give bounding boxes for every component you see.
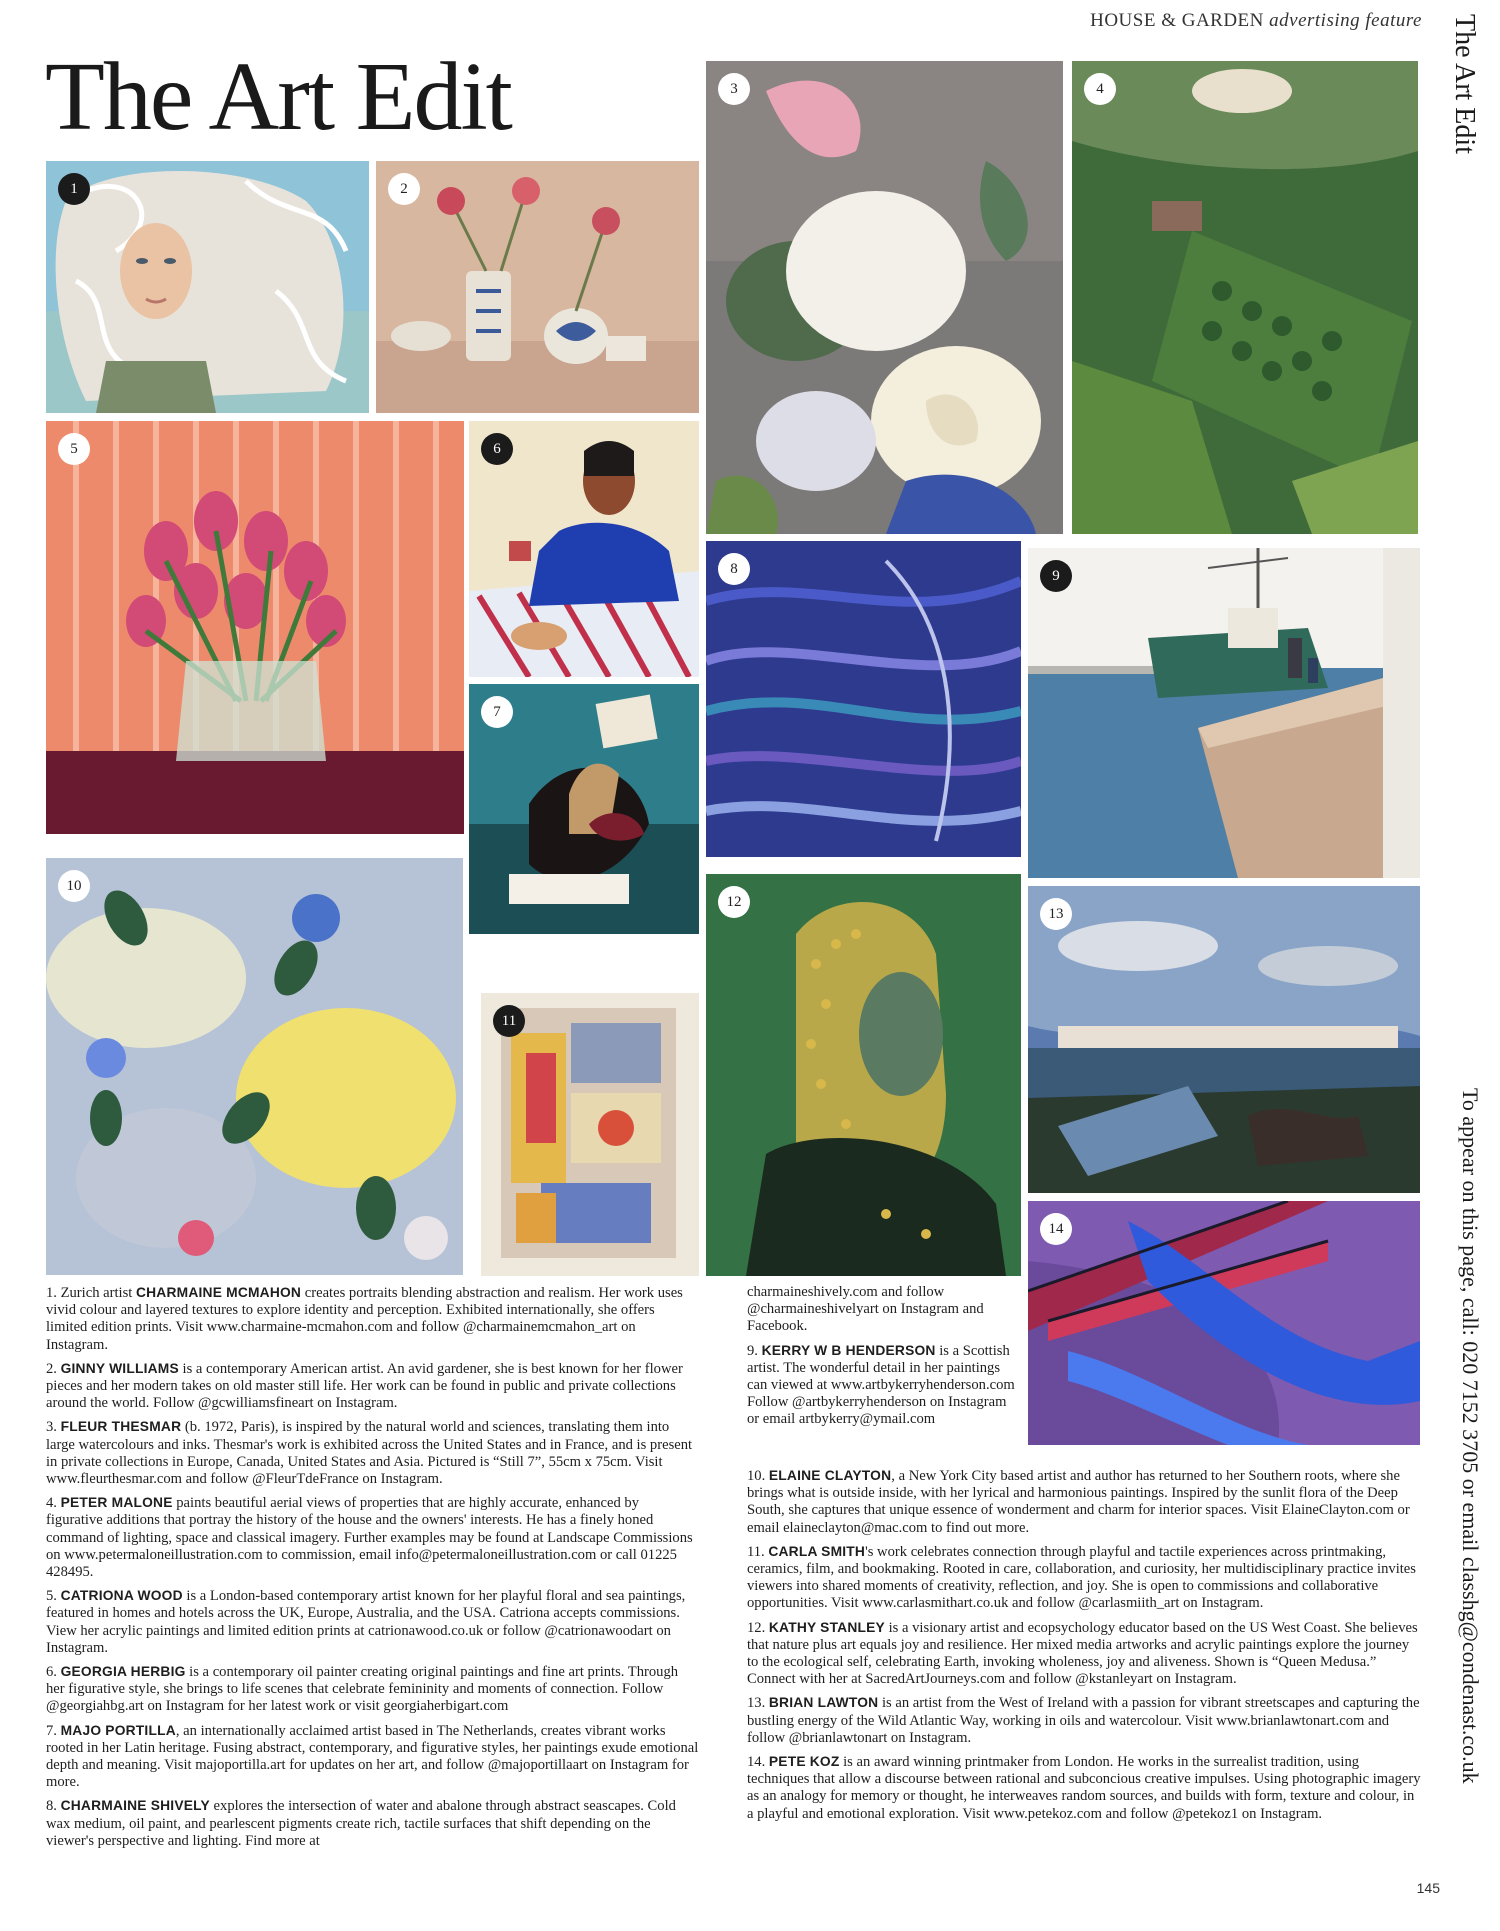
- text-column-left: [46, 1284, 699, 1856]
- floral-watercolour-icon: [706, 61, 1063, 534]
- artwork-10: [46, 858, 463, 1275]
- entry-5: 5. CATRIONA WOOD is a London-based contemporary artist known for her playful floral and sea paintings, featured in homes and hotels across the UK, Europe, Australia, and the USA. Catriona accepts commissions. View her acrylic paintings and limited edition prints at catrionawood.co.uk or follow @catrionawoodart on Instagram.: [46, 1588, 686, 1656]
- entry-10: 10. ELAINE CLAYTON, a New York City based artist and author has returned to her Southern roots, where she brings what is outside inside, with her lyrical and harmonious paintings. Inspired by the sunlit flora of the Deep South, she captures that unique essence of wonderment and charm for interior spaces. Visit ElaineClayton.com or email elaineclayton@mac.com to find out more.: [747, 1468, 1410, 1536]
- entry-9: 9. KERRY W B HENDERSON is a Scottish artist. The wonderful detail in her paintings can viewed at www.artbykerryhenderson.com Follow @artbykerryhenderson on Instagram or email artbykerry@ymail.com: [747, 1342, 1015, 1428]
- artwork-6: [469, 421, 699, 677]
- artist-name: PETER MALONE: [60, 1495, 173, 1511]
- artwork-number-3: 3: [718, 73, 750, 105]
- artwork-11: [481, 993, 699, 1276]
- aerial-estate-painting-icon: [1072, 61, 1418, 534]
- artwork-number-12: 12: [718, 886, 750, 918]
- queen-medusa-painting-icon: [706, 874, 1021, 1276]
- artwork-7: [469, 684, 699, 934]
- floral-vase-painting-icon: [46, 421, 464, 834]
- surreal-print-icon: [1028, 1201, 1420, 1445]
- side-contact: To appear on this page, call: 020 7152 3705 or email classhg@condenast.co.uk: [1458, 1088, 1483, 1784]
- artwork-2: [376, 161, 699, 413]
- artist-name: KATHY STANLEY: [768, 1619, 885, 1635]
- entry-7: 7. MAJO PORTILLA, an internationally acclaimed artist based in The Netherlands, creates vibrant works rooted in her Latin heritage. Fusing abstract, contemporary, and figurative styles, her paintings exude emotional depth and meaning. Visit majoportilla.art for updates on her art, and follow @majoportillaart on Instagram for more.: [46, 1722, 699, 1791]
- artwork-9: [1028, 548, 1420, 878]
- header-tag: [1090, 10, 1422, 32]
- abstract-seascape-icon: [706, 541, 1021, 857]
- entry-12: 12. KATHY STANLEY is a visionary artist and ecopsychology educator based on the US West Coast. She believes that nature plus art equals joy and resilience. Her mixed media artworks and acrylic paintings explore the journey to the ecological self, celebrating Earth, invoking wholeness, joy and aliveness. Shown is “Queen Medusa.” Connect with her at SacredArtJourneys.com and follow @kstanleyart on Instagram.: [747, 1619, 1418, 1688]
- artwork-number-4: 4: [1084, 73, 1116, 105]
- abstract-floral-painting-icon: [46, 858, 463, 1275]
- portrait-painting-icon: [46, 161, 369, 413]
- entry-14: 14. PETE KOZ is an award winning printmaker from London. He works in the surrealist tradition, using techniques that allow a discourse between rational and subconcious creative impulses. Using photographic imagery as an analogy for memory or thought, he interweaves random sources, and builds with form, texture and colour, in a playful and emotional exploration. Visit www.petekoz.com and follow @petekoz1 on Instagram.: [747, 1754, 1421, 1822]
- artist-name: KERRY W B HENDERSON: [761, 1342, 936, 1358]
- artwork-number-8: 8: [718, 553, 750, 585]
- artwork-3: [706, 61, 1063, 534]
- artist-name: CATRIONA WOOD: [60, 1588, 183, 1604]
- artist-name: GEORGIA HERBIG: [60, 1664, 186, 1680]
- artwork-number-13: 13: [1040, 898, 1072, 930]
- artwork-4: [1072, 61, 1418, 534]
- artwork-1: [46, 161, 369, 413]
- artist-name: GINNY WILLIAMS: [60, 1360, 179, 1376]
- artwork-number-10: 10: [58, 870, 90, 902]
- artwork-14: [1028, 1201, 1420, 1445]
- entry-8: 8. CHARMAINE SHIVELY explores the intersection of water and abalone through abstract seascapes. Cold wax medium, oil paint, and pearlescent pigments create rich, tactile surfaces that shift depending on the viewer's perspective and lighting. Find more at: [46, 1798, 676, 1849]
- artwork-number-5: 5: [58, 433, 90, 465]
- artwork-number-9: 9: [1040, 560, 1072, 592]
- publication-name: HOUSE & GARDEN: [1090, 10, 1264, 31]
- artist-name: ELAINE CLAYTON: [768, 1468, 892, 1483]
- artist-name: BRIAN LAWTON: [768, 1695, 879, 1711]
- artwork-8: [706, 541, 1021, 857]
- entry-13: 13. BRIAN LAWTON is an artist from the West of Ireland with a passion for vibrant streetscapes and capturing the bustling energy of the Wild Atlantic Way, working in oils and watercolour. Visit www.brianlawtonart.com and follow @brianlawtonart on Instagram.: [747, 1695, 1420, 1746]
- artwork-12: [706, 874, 1021, 1276]
- artist-name: CHARMAINE MCMAHON: [135, 1285, 302, 1300]
- artwork-number-11: 11: [493, 1005, 525, 1037]
- artwork-5: [46, 421, 464, 834]
- artwork-number-1: 1: [58, 173, 90, 205]
- harbour-boat-painting-icon: [1028, 548, 1420, 878]
- page-number: 145: [1416, 1880, 1440, 1896]
- artist-name: MAJO PORTILLA: [60, 1722, 176, 1738]
- entry-2: 2. GINNY WILLIAMS is a contemporary American artist. An avid gardener, she is best known for her flower pieces and her modern takes on old master still life. Her work can be found in public and private collections around the world. Follow @gcwilliamsfineart on Instagram.: [46, 1360, 683, 1412]
- entry-4: 4. PETER MALONE paints beautiful aerial views of properties that are highly accurate, enhanced by figurative additions that portray the history of the house and the owners' interests. He has a finely honed command of lighting, space and classical imagery. Further examples may be found at Landscape Commissions on www.petermaloneillustration.com to commission, email info@petermaloneillustration.com or call 01225 428495.: [46, 1495, 693, 1581]
- page-title: The Art Edit: [45, 43, 511, 151]
- artist-name: CHARMAINE SHIVELY: [60, 1798, 210, 1814]
- entry-8-continued: charmaineshively.com and follow @charmaineshivelyart on Instagram and Facebook.: [747, 1284, 984, 1335]
- artwork-13: [1028, 886, 1420, 1193]
- feature-label: advertising feature: [1269, 10, 1422, 31]
- entry-3: 3. FLEUR THESMAR (b. 1972, Paris), is inspired by the natural world and sciences, translating them into large watercolours and inks. Thesmar's work is exhibited across the United States and in France, and is present in private collections in Europe, Canada, United States and Asia. Pictured is “Still 7”, 55cm x 75cm. Visit www.fleurthesmar.com and follow @FleurTdeFrance on Instagram.: [46, 1419, 693, 1488]
- side-title: The Art Edit: [1449, 14, 1480, 154]
- entry-1: 1. Zurich artist CHARMAINE MCMAHON creates portraits blending abstraction and realism. Her work uses vivid colour and layered textures to explore identity and perception. Exhibited internationally, she offers limited edition prints. Visit www.charmaine-mcmahon.com and follow @charmainemcmahon_art on Instagram.: [46, 1285, 683, 1353]
- coastal-landscape-painting-icon: [1028, 886, 1420, 1193]
- artist-name: FLEUR THESMAR: [60, 1419, 182, 1435]
- artwork-number-2: 2: [388, 173, 420, 205]
- artwork-number-7: 7: [481, 696, 513, 728]
- entry-11: 11. CARLA SMITH's work celebrates connection through playful and tactile experiences across printmaking, ceramics, film, and bookmaking. Rooted in care, collaboration, and curiosity, her multidisciplinary practice invites viewers into shared moments of creativity, reflection, and joy. She is open to commissions and collaborative opportunities. Visit www.carlasmithart.co.uk and follow @carlasmiith_art on Instagram.: [747, 1543, 1416, 1612]
- artwork-number-14: 14: [1040, 1213, 1072, 1245]
- artist-name: CARLA SMITH: [768, 1543, 866, 1559]
- artist-name: PETE KOZ: [768, 1754, 840, 1770]
- artwork-number-6: 6: [481, 433, 513, 465]
- still-life-painting-icon: [376, 161, 699, 413]
- text-column-right: [747, 1467, 1423, 1829]
- text-column-middle: [747, 1284, 1019, 1435]
- entry-6: 6. GEORGIA HERBIG is a contemporary oil painter creating original paintings and fine art prints. Through her figurative style, she brings to life scenes that celebrate femininity and moments of connection. Follow @georgiahbg.art on Instagram for her latest work or visit georgiaherbigart.com: [46, 1664, 679, 1715]
